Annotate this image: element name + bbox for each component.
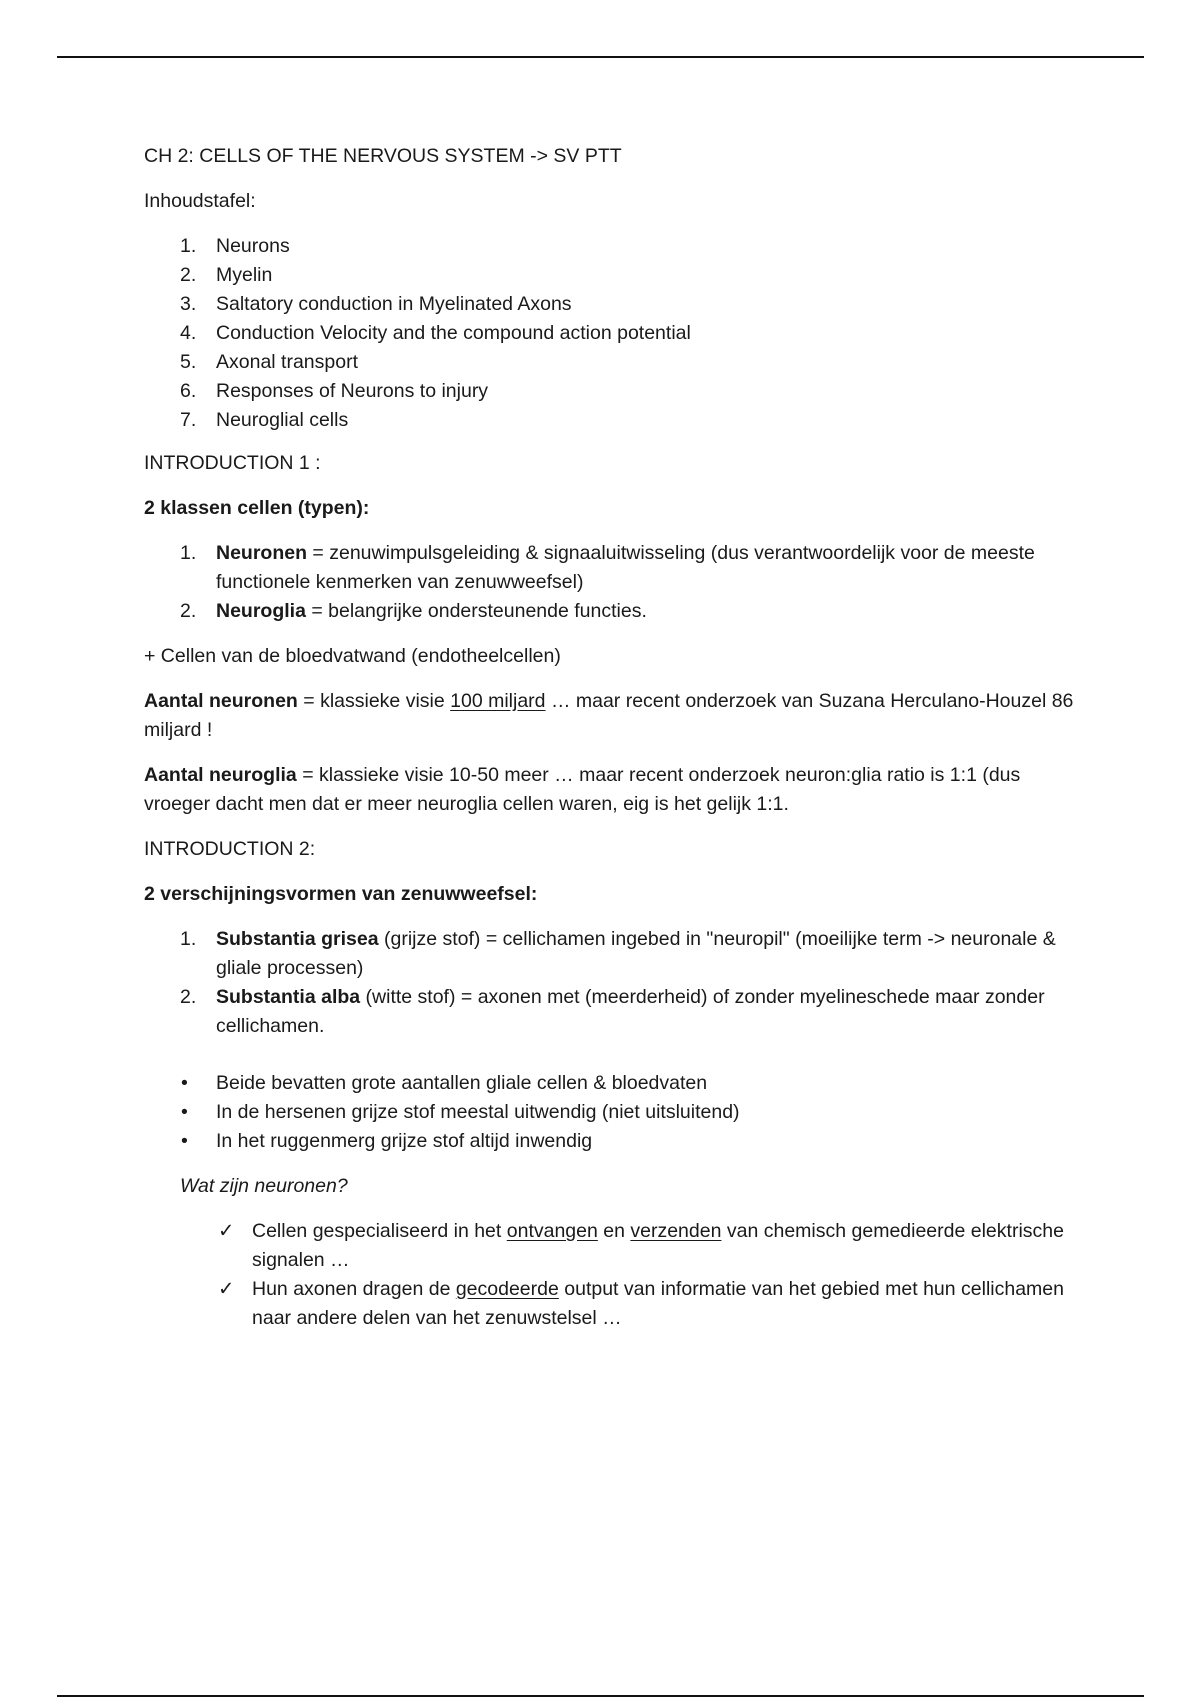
intro1-subheading: 2 klassen cellen (typen):	[144, 497, 370, 519]
list-item: 2. Substantia alba (witte stof) = axonen met (meerderheid) of zonder myelineschede maar zonder cellichamen.	[180, 986, 1045, 1037]
checkmark-icon: ✓	[218, 1220, 235, 1242]
glia-count: Aantal neuroglia = klassieke visie 10-50 meer … maar recent onderzoek neuron:glia ratio is 1:1 (dus vroeger dacht men dat er meer neuroglia cellen waren, eig is het gelijk 1:1.	[144, 764, 1021, 815]
bullet-icon: •	[181, 1130, 188, 1152]
header-rule	[57, 56, 1144, 58]
list-item: • In de hersenen grijze stof meestal uitwendig (niet uitsluitend)	[144, 1098, 1084, 1127]
toc-item: 2. Myelin	[180, 264, 273, 286]
toc-label: Inhoudstafel:	[144, 190, 256, 212]
tissue-forms-list	[144, 925, 1084, 1041]
list-item: 1. Neuronen = zenuwimpulsgeleiding & signaaluitwisseling (dus verantwoordelijk voor de meeste functionele kenmerken van zenuwweefsel)	[180, 542, 1035, 593]
list-item: ✓ Hun axonen dragen de gecodeerde output van informatie van het gebied met hun cellichamen naar andere delen van het zenuwstelsel …	[180, 1275, 1084, 1333]
question: Wat zijn neuronen?	[180, 1175, 348, 1197]
intro2-heading: INTRODUCTION 2:	[144, 838, 316, 860]
list-item: • In het ruggenmerg grijze stof altijd inwendig	[144, 1127, 1084, 1156]
intro2-subheading: 2 verschijningsvormen van zenuwweefsel:	[144, 883, 538, 905]
toc-item: 6. Responses of Neurons to injury	[180, 380, 489, 402]
checkmark-icon: ✓	[218, 1278, 235, 1300]
neurons-count: Aantal neuronen = klassieke visie 100 miljard … maar recent onderzoek van Suzana Herculano-Houzel 86 miljard !	[144, 690, 1074, 741]
list-item: ✓ Cellen gespecialiseerd in het ontvangen en verzenden van chemisch gemedieerde elektrische signalen …	[180, 1217, 1084, 1275]
bullet-icon: •	[181, 1101, 188, 1123]
toc-item: 1. Neurons	[180, 235, 290, 257]
toc-item: 7. Neuroglial cells	[180, 409, 349, 431]
intro1-heading: INTRODUCTION 1 :	[144, 452, 321, 474]
list-item: • Beide bevatten grote aantallen gliale cellen & bloedvaten	[144, 1069, 1084, 1098]
cell-classes-list	[144, 539, 1084, 626]
document-body	[144, 142, 1084, 1349]
toc-list	[144, 232, 1084, 435]
toc-item: 3. Saltatory conduction in Myelinated Axons	[180, 293, 572, 315]
page-title: CH 2: CELLS OF THE NERVOUS SYSTEM -> SV PTT	[144, 145, 622, 167]
extra-cells: + Cellen van de bloedvatwand (endotheelcellen)	[144, 645, 561, 667]
list-item: 2. Neuroglia = belangrijke ondersteunende functies.	[180, 600, 647, 622]
list-item: 1. Substantia grisea (grijze stof) = cellichamen ingebed in "neuropil" (moeilijke term -> neuronale & gliale processen)	[180, 928, 1056, 979]
footer-rule	[57, 1695, 1144, 1697]
toc-item: 4. Conduction Velocity and the compound action potential	[180, 322, 691, 344]
bullet-icon: •	[181, 1072, 188, 1094]
check-list	[180, 1217, 1084, 1333]
toc-item: 5. Axonal transport	[180, 351, 358, 373]
bullet-list	[144, 1069, 1084, 1156]
